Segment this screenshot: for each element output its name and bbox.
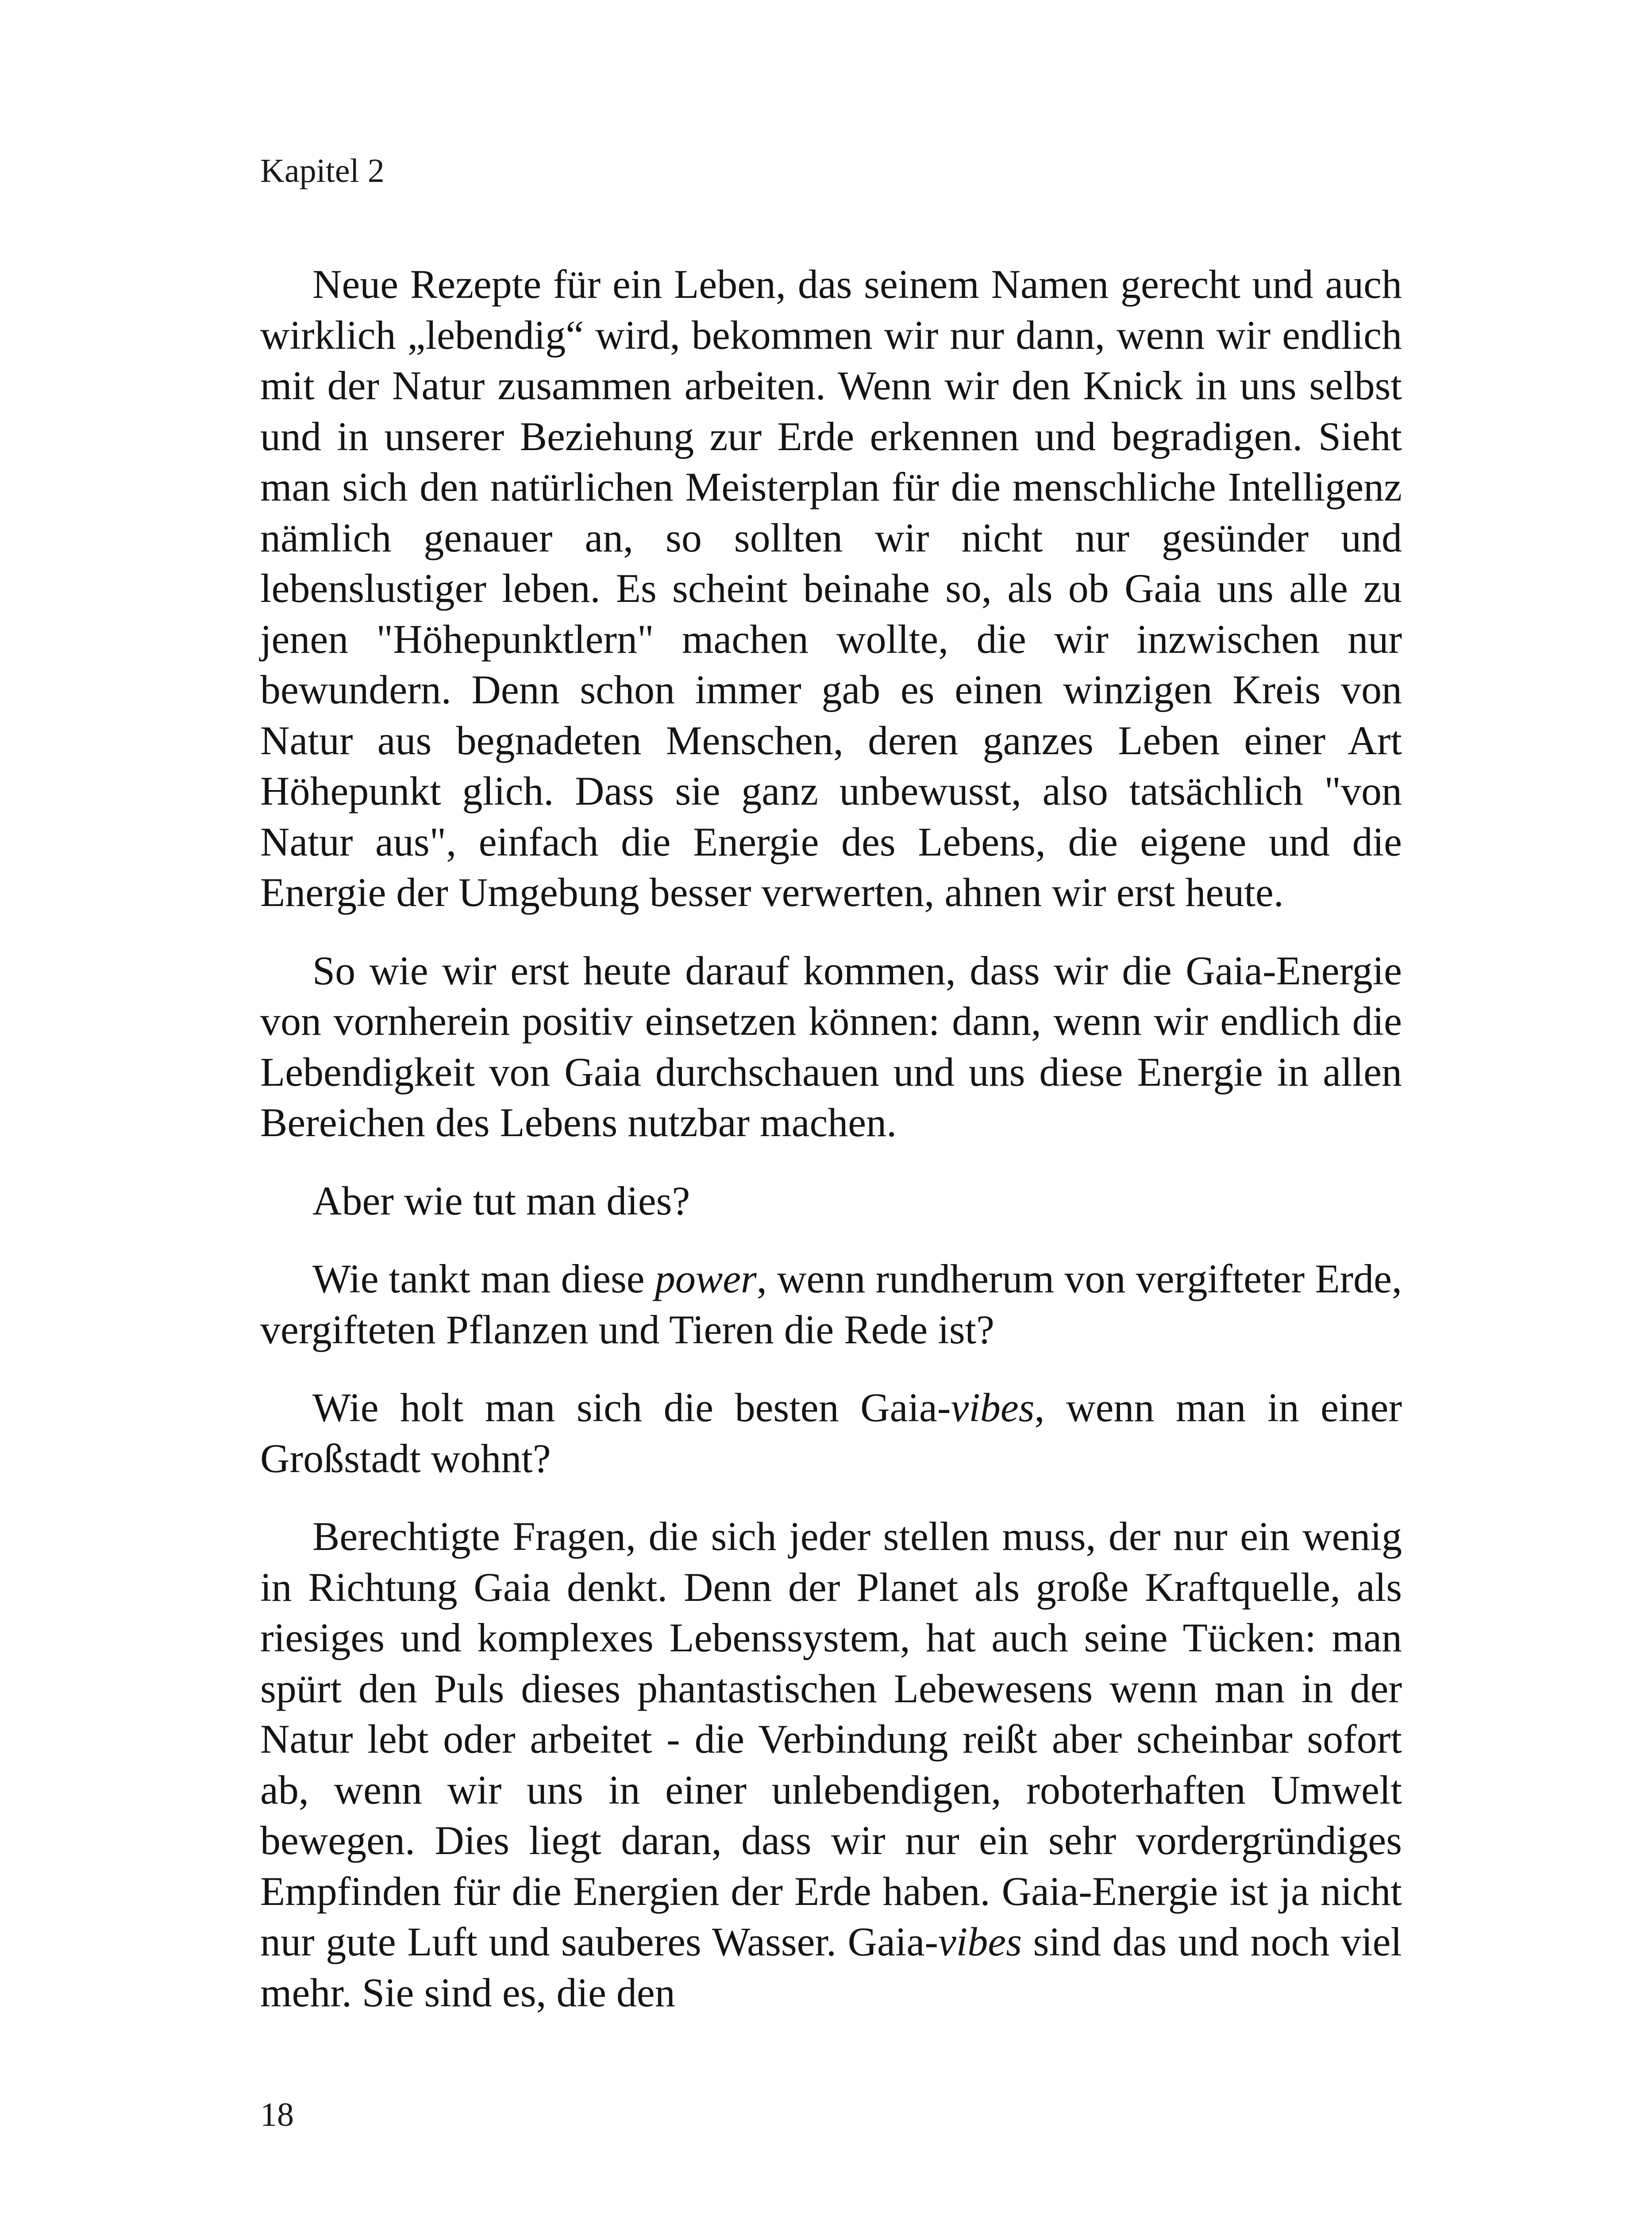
paragraph-4-text-end: , wenn rundherum von vergifteter Erde, vergifteten Pflanzen und Tieren die Rede ist? (260, 1256, 1402, 1352)
paragraph-6-text-start: Berechtigte Fragen, die sich jeder stellen muss, der nur ein wenig in Richtung Gaia denkt. Denn der Planet als große Kraftquelle, als riesiges und komplexes Lebenssystem, hat auch seine Tücken: man spürt den Puls dieses phantastischen Lebewesens wenn man in der Natur lebt oder arbeitet - die Verbindung reißt aber scheinbar sofort ab, wenn wir uns in einer unlebendigen, roboterhaften Umwelt bewegen. Dies liegt daran, dass wir nur ein sehr vordergründiges Empfinden für die Energien der Erde haben. Gaia-Energie ist ja nicht nur gute Luft und sauberes Wasser. Gaia- (260, 1514, 1402, 1964)
paragraph-6-italic: vibes (938, 1919, 1022, 1964)
paragraph-2: So wie wir erst heute darauf kommen, dass wir die Gaia-Energie von vornherein positiv einsetzen können: dann, wenn wir endlich die Lebendigkeit von Gaia durchschauen und uns diese Energie in allen Bereichen des Lebens nutzbar machen. (260, 948, 1402, 1145)
paragraph-1: Neue Rezepte für ein Leben, das seinem Namen gerecht und auch wirklich „lebendig“ wird, bekommen wir nur dann, wenn wir endlich mit der Natur zusammen arbeiten. Wenn wir den Knick in uns selbst und in unserer Beziehung zur Erde erkennen und begradigen. Sieht man sich den natürlichen Meisterplan für die menschliche Intelligenz nämlich genauer an, so sollten wir nicht nur gesünder und lebenslustiger leben. Es scheint beinahe so, als ob Gaia uns alle zu jenen "Höhepunktlern" machen wollte, die wir inzwischen nur bewundern. Denn schon immer gab es einen winzigen Kreis von Natur aus begnadeten Menschen, deren ganzes Leben einer Art Höhepunkt glich. Dass sie ganz unbewusst, also tatsächlich "von Natur aus", einfach die Energie des Lebens, die eigene und die Energie der Umgebung besser verwerten, ahnen wir erst heute. (260, 262, 1402, 915)
paragraph-5-italic: vibes (951, 1385, 1035, 1430)
paragraph-6-text-end: sind das und noch viel mehr. Sie sind es, die den (260, 1919, 1402, 2015)
paragraph-6 (260, 1511, 1402, 2018)
page-number: 18 (260, 2096, 294, 2133)
paragraph-4 (260, 1253, 1402, 1355)
paragraph-5-text-start: Wie holt man sich die besten Gaia- (312, 1385, 951, 1430)
paragraph-4-text-start: Wie tankt man diese (312, 1256, 655, 1301)
paragraph-5-text-end: , wenn man in einer Großstadt wohnt? (260, 1385, 1402, 1481)
paragraph-4-italic: power (655, 1256, 757, 1301)
paragraph-5 (260, 1382, 1402, 1484)
paragraph-3: Aber wie tut man dies? (312, 1178, 690, 1223)
running-head: Kapitel 2 (260, 152, 385, 189)
body-text (260, 259, 1402, 2018)
